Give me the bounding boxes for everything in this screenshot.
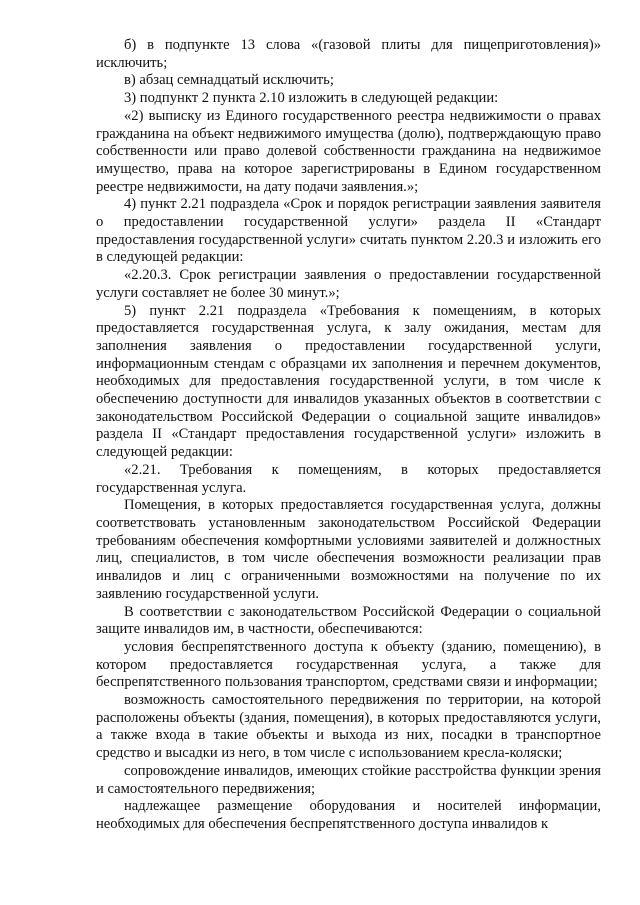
paragraph-5-item-2-21: 5) пункт 2.21 подраздела «Требования к помещениям, в которых предоставляется государственная услуга, к залу ожидания, местам для заполнения заявления о предоставлении государственной услуги, информационным стендам с образцами их заполнения и перечнем документов, необходимых для предоставления государственной услуги, в том числе к обеспечению доступности для инвалидов указанных объектов в соответствии с законодательством Российской Федерации о социальной защите инвалидов» раздела II «Стандарт предоставления государственной услуги» изложить в следующей редакции:: [96, 302, 601, 461]
paragraph-b-subitem-13: б) в подпункте 13 слова «(газовой плиты для пищеприготовления)» исключить;: [96, 37, 601, 71]
paragraph-quote-extract: «2) выписку из Единого государственного реестра недвижимости о правах гражданина на объект недвижимого имущества (долю), подтверждающую право собственности или право долевой собственности гражданина на недвижимое имущество, права на которое зарегистрированы в Едином государственном реестре недвижимости, на дату подачи заявления.»;: [96, 107, 601, 195]
paragraph-accordance: В соответствии с законодательством Российской Федерации о социальной защите инвалидов им, в частности, обеспечиваются:: [96, 603, 601, 638]
paragraph-premises: Помещения, в которых предоставляется государственная услуга, должны соответствовать установленным законодательством Российской Федерации требованиям обеспечения комфортными условиями заявителей и должностных лиц, специалистов, в том числе обеспечения возможности реализации прав инвалидов и лиц с ограниченными возможностями на получение по их заявлению государственной услуги.: [96, 497, 601, 602]
document-body: [96, 37, 601, 834]
paragraph-v-paragraph-17: в) абзац семнадцатый исключить;: [124, 72, 334, 89]
paragraph-quote-2-21: «2.21. Требования к помещениям, в которых предоставляется государственная услуга.: [96, 461, 601, 496]
paragraph-quote-2-20-3: «2.20.3. Срок регистрации заявления о предоставлении государственной услуги составляет не более 30 минут.»;: [96, 267, 601, 301]
paragraph-escort: сопровождение инвалидов, имеющих стойкие расстройства функции зрения и самостоятельного передвижения;: [96, 762, 601, 797]
paragraph-conditions-access: условия беспрепятственного доступа к объекту (зданию, помещению), в котором предоставляется государственная услуга, а также для беспрепятственного пользования транспортом, средствами связи и информации;: [96, 638, 601, 691]
paragraph-4-item-2-21: 4) пункт 2.21 подраздела «Срок и порядок регистрации заявления заявителя о предоставлении государственной услуги» раздела II «Стандарт предоставления государственной услуги» считать пунктом 2.20.3 и изложить его в следующей редакции:: [96, 196, 601, 266]
paragraph-equipment-placement: надлежащее размещение оборудования и носителей информации, необходимых для обеспечения беспрепятственного доступа инвалидов к: [96, 798, 601, 832]
paragraph-3-subitem-2: 3) подпункт 2 пункта 2.10 изложить в следующей редакции:: [124, 90, 499, 107]
paragraph-independent-movement: возможность самостоятельного передвижения по территории, на которой расположены объекты (здания, помещения), в которых предоставляются услуги, а также входа в такие объекты и выхода из них, посадки в транспортное средство и высадки из него, в том числе с использованием кресла-коляски;: [96, 692, 601, 762]
